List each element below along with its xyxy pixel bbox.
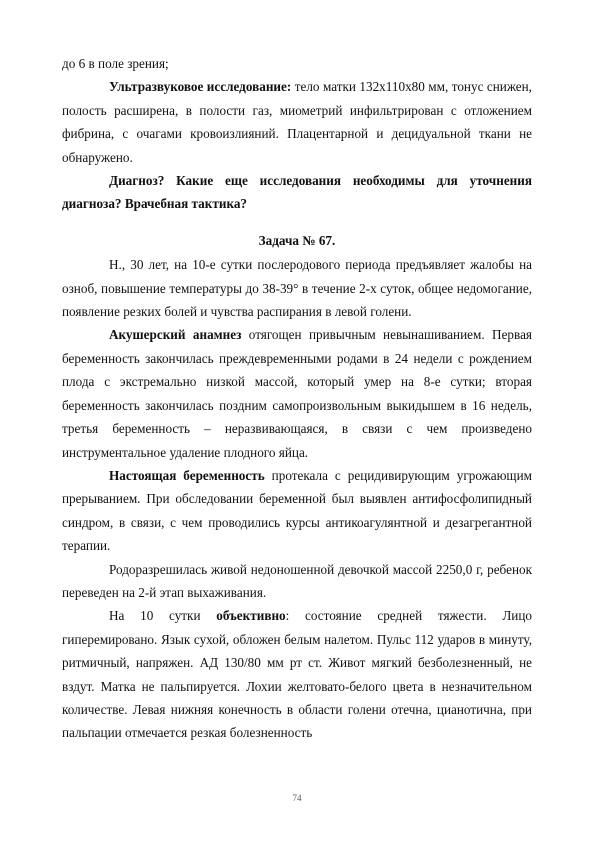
label-anamnesis: Акушерский анамнез [109, 327, 242, 343]
text-objective: : состояние средней тяжести. Лицо гиперемировано. Язык сухой, обложен белым налетом. Пульс 112 ударов в минуту, ритмичный, напряжен. АД 130/80 мм рт ст. Живот мягкий безболезненный, не вздут. Матка не пальпируется. Лохии желтовато-белого цвета в незначительном количестве. Левая нижняя конечность в области голени отечна, цианотична, при пальпации отмечается резкая болезненность [62, 608, 532, 741]
page-number: 74 [292, 793, 302, 803]
paragraph-complaints: Н., 30 лет, на 10-е сутки послеродового периода предъявляет жалобы на озноб, повышение температуры до 38-39° в течение 2-х суток, общее недомогание, появление резких болей и чувства распирания в левой голени. [62, 257, 532, 320]
label-objective: объективно [216, 608, 286, 624]
paragraph-objective [62, 604, 532, 744]
paragraph-delivery: Родоразрешилась живой недоношенной девочкой массой 2250,0 г, ребенок переведен на 2-й этап выхаживания. [62, 561, 532, 600]
label-ultrasound: Ультразвуковое исследование: [109, 79, 292, 95]
paragraph-questions: Диагноз? Какие еще исследования необходимы для уточнения диагноза? Врачебная тактика? [62, 173, 532, 212]
text-anamnesis: отягощен привычным невынашиванием. Первая беременность закончилась преждевременными родами в 24 недели с рождением плода с экстремально низкой массой, который умер на 8-е сутки; вторая беременность закончилась поздним самопроизвольным выкидышем в 16 недель, третья беременность – неразвивающаяся, в связи с чем произведено инструментальное удаление плодного яйца. [62, 327, 532, 460]
paragraph-continued: до 6 в поле зрения; [62, 56, 169, 71]
paragraph-ultrasound [62, 75, 532, 169]
paragraph-pregnancy [62, 464, 532, 558]
paragraph-anamnesis [62, 323, 532, 463]
document-page [62, 52, 532, 745]
task-heading: Задача № 67. [258, 232, 336, 248]
text-ultrasound: тело матки 132х110х80 мм, тонус снижен, полость расширена, в полости газ, миометрий инфильтрирован с отложением фибрина, с очагами кровоизлияний. Плацентарной и децидуальной ткани не обнаружено. [62, 79, 532, 165]
text-pregnancy: протекала с рецидивирующим угрожающим прерыванием. При обследовании беременной был выявлен антифосфолипидный синдром, в связи, с чем проводились курсы антикоагулянтной и дезагрегантной терапии. [62, 467, 532, 554]
text-objective-start: На 10 сутки [109, 608, 217, 624]
label-pregnancy: Настоящая беременность [109, 467, 265, 483]
